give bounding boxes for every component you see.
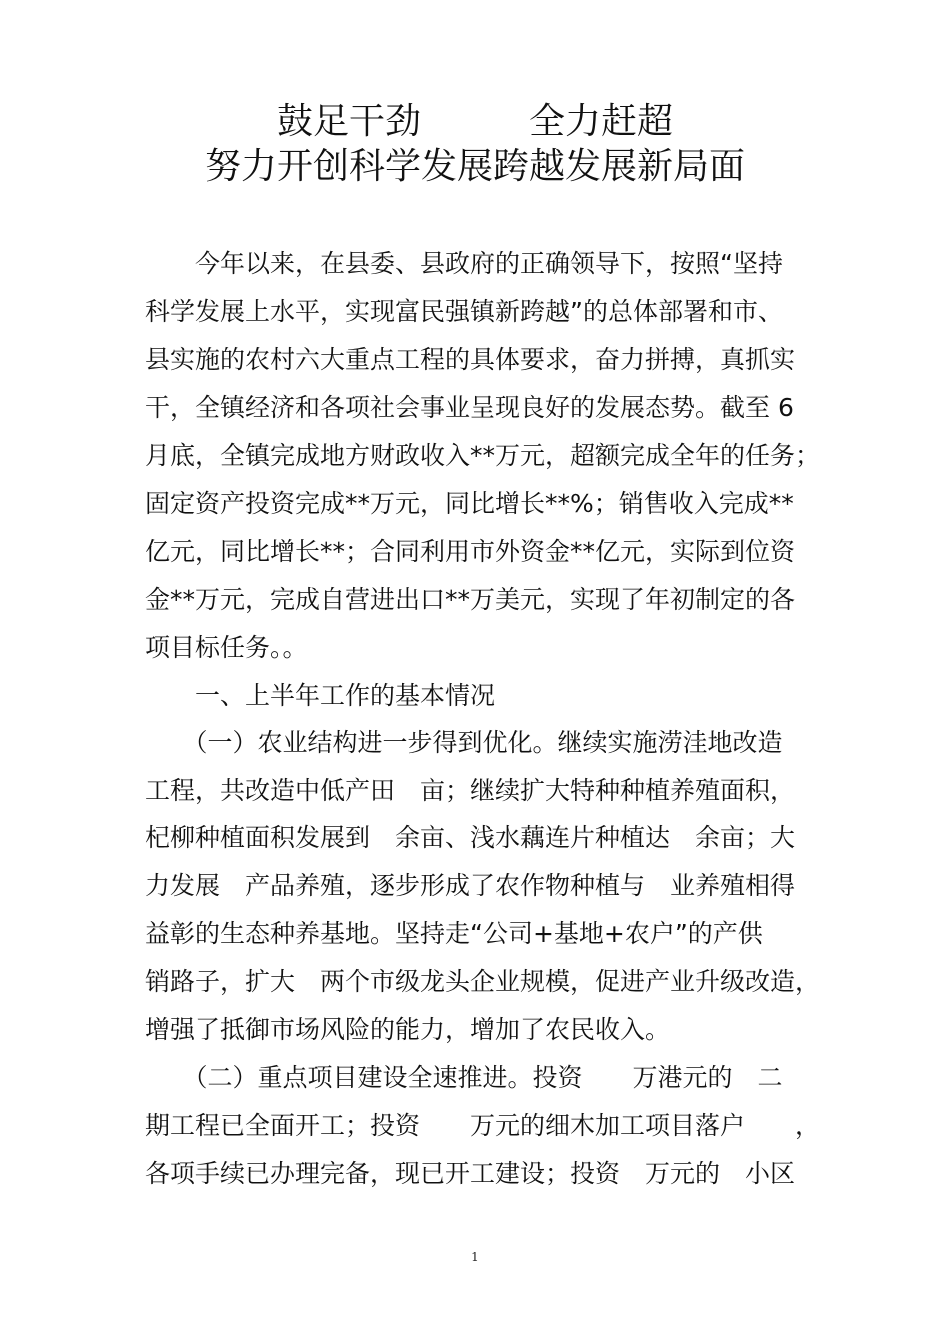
text-line: 益彰的生态种养基地。坚持走“公司+基地+农户”的产供 (145, 919, 763, 948)
text-line: （二）重点项目建设全速推进。投资 万港元的 二 (145, 1063, 783, 1092)
text-line: 力发展 产品养殖，逐步形成了农作物种植与 业养殖相得 (145, 871, 796, 900)
page-number: 1 (471, 1250, 479, 1264)
text-line: 固定资产投资完成**万元，同比增长**%；销售收入完成** (145, 489, 794, 518)
document-title-line-2: 努力开创科学发展跨越发展新局面 (204, 146, 745, 187)
text-line: 今年以来，在县委、县政府的正确领导下，按照“坚持 (145, 249, 783, 278)
text-line: 县实施的农村六大重点工程的具体要求，奋力拼搏，真抓实 (145, 345, 796, 374)
text-line: 期工程已全面开工；投资 万元的细木加工项目落户 ， (145, 1111, 821, 1140)
text-line: 项目标任务。。 (145, 633, 308, 662)
text-line: 金**万元，完成自营进出口**万美元，实现了年初制定的各 (145, 585, 796, 614)
text-line: 工程，共改造中低产田 亩；继续扩大特种种植养殖面积， (145, 776, 796, 805)
document-title-line-1: 鼓足干劲 全力赶超 (276, 101, 673, 142)
text-line: 杞柳种植面积发展到 余亩、浅水藕连片种植达 余亩；大 (145, 823, 796, 852)
text-line: 月底，全镇完成地方财政收入**万元，超额完成全年的任务； (145, 441, 821, 470)
text-line: 干，全镇经济和各项社会事业呈现良好的发展态势。截至 6 (145, 393, 794, 422)
text-line: 增强了抵御市场风险的能力，增加了农民收入。 (145, 1015, 671, 1044)
text-line: 亿元，同比增长**；合同利用市外资金**亿元，实际到位资 (145, 537, 796, 566)
text-line: 销路子，扩大 两个市级龙头企业规模，促进产业升级改造， (145, 967, 821, 996)
section-heading: 一、上半年工作的基本情况 (145, 681, 496, 710)
text-line: 科学发展上水平，实现富民强镇新跨越”的总体部署和市、 (145, 297, 783, 326)
text-line: （一）农业结构进一步得到优化。继续实施涝洼地改造 (145, 728, 783, 757)
text-line: 各项手续已办理完备，现已开工建设；投资 万元的 小区 (145, 1159, 796, 1188)
